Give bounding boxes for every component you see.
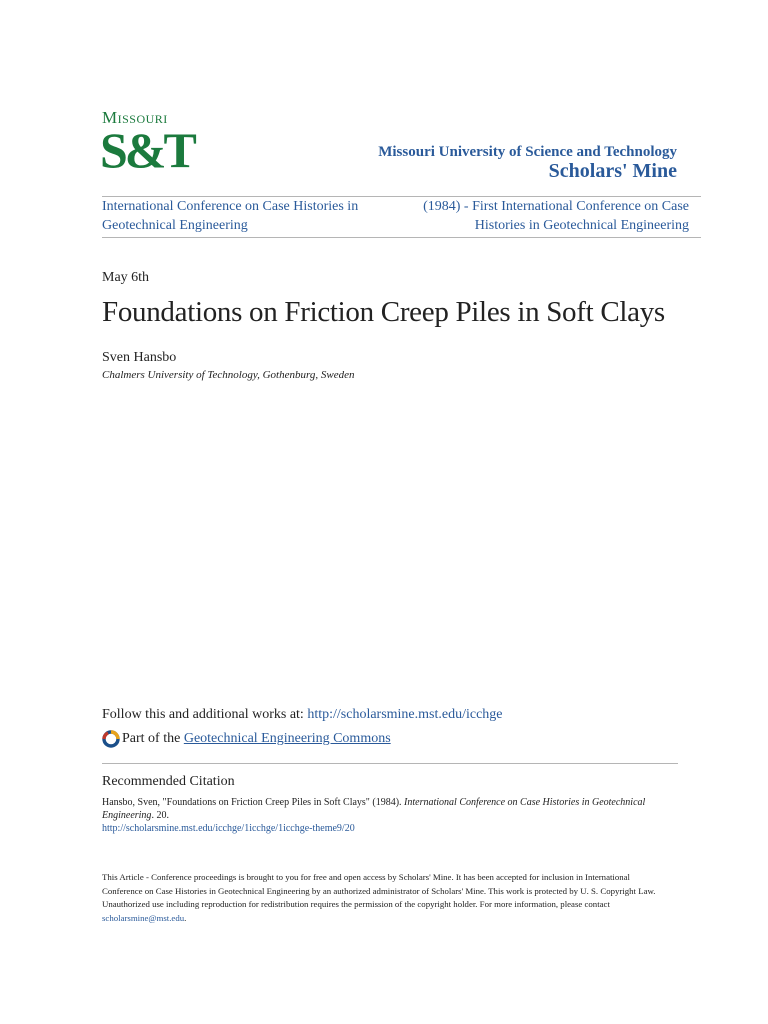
disclaimer-end: . bbox=[184, 912, 187, 923]
paper-title: Foundations on Friction Creep Piles in Soft Clays bbox=[102, 296, 665, 328]
citation-text: Hansbo, Sven, "Foundations on Friction Creep Piles in Soft Clays" (1984). bbox=[102, 797, 405, 808]
follow-line bbox=[102, 707, 503, 723]
paper-author: Sven Hansbo bbox=[102, 350, 177, 365]
missouri-st-logo bbox=[102, 108, 192, 184]
bepress-commons-icon bbox=[102, 730, 120, 748]
disclaimer-text bbox=[102, 871, 672, 925]
contact-email-link[interactable]: scholarsmine@mst.edu bbox=[102, 912, 185, 923]
university-name: Missouri University of Science and Technology bbox=[378, 144, 677, 160]
citation-end: . 20. bbox=[151, 810, 169, 821]
part-of-line bbox=[102, 730, 391, 748]
paper-date: May 6th bbox=[102, 270, 150, 285]
logo-top-text: Missouri bbox=[102, 108, 168, 127]
follow-prefix: Follow this and additional works at: bbox=[102, 707, 308, 722]
citation-block bbox=[102, 796, 662, 835]
logo-main-text: S&T bbox=[100, 122, 194, 178]
partof-prefix: Part of the bbox=[122, 731, 184, 746]
follow-url-link[interactable]: http://scholarsmine.mst.edu/icchge bbox=[307, 707, 503, 722]
recommended-citation-heading: Recommended Citation bbox=[102, 774, 235, 789]
disclaimer-body: This Article - Conference proceedings is brought to you for free and open access by Scholars' Mine. It has been accepted for inclusion in International Conference on Case Histories in Geotechnical Engineering by an authorized administrator of Scholars' Mine. This work is protected by U. S. Copyright Law. Unauthorized use including reproduction for redistribution requires the permission of the copyright holder. For more information, please contact bbox=[102, 872, 656, 909]
collections-divider bbox=[102, 237, 701, 238]
citation-url-link[interactable]: http://scholarsmine.mst.edu/icchge/1icchge/1icchge-theme9/20 bbox=[102, 823, 355, 834]
geotechnical-commons-link[interactable]: Geotechnical Engineering Commons bbox=[183, 731, 391, 746]
citation-divider bbox=[102, 763, 678, 764]
citation-venue: International Conference on Case Histories in Geotechnical Engineering bbox=[102, 797, 646, 821]
collection-link-conference[interactable]: International Conference on Case Histories in Geotechnical Engineering bbox=[102, 199, 359, 233]
collection-link-1984[interactable]: (1984) - First International Conference on Case Histories in Geotechnical Engineering bbox=[423, 199, 689, 233]
author-affiliation: Chalmers University of Technology, Gothenburg, Sweden bbox=[102, 369, 355, 381]
repository-link[interactable]: Scholars' Mine bbox=[548, 160, 677, 182]
